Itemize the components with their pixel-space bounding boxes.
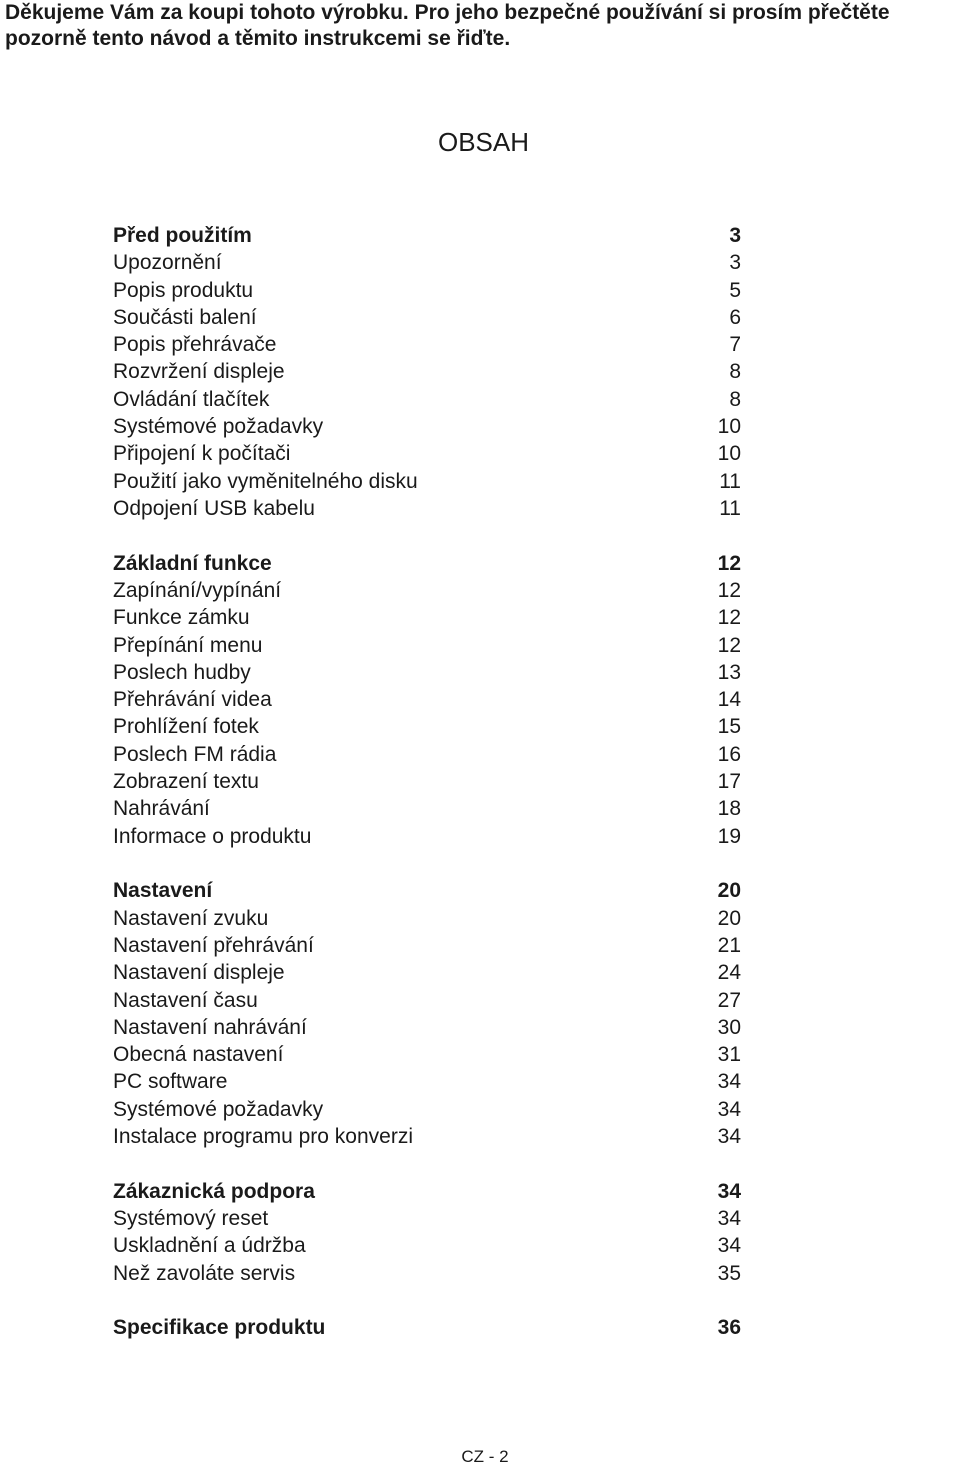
toc-entry-label: Systémový reset bbox=[113, 1206, 269, 1230]
toc-entry-label: Nastavení přehrávání bbox=[113, 933, 314, 957]
toc-entry-page: 12 bbox=[717, 551, 741, 575]
toc-entry-label: Systémové požadavky bbox=[113, 1097, 324, 1121]
toc-entry bbox=[113, 413, 741, 440]
toc-entry-page: 15 bbox=[717, 715, 741, 739]
toc-entry-page: 6 bbox=[729, 305, 741, 329]
toc-entry bbox=[113, 604, 741, 631]
page-number: CZ - 2 bbox=[461, 1447, 509, 1466]
toc-entry-label: Před použitím bbox=[113, 224, 252, 247]
toc-entry-page: 16 bbox=[717, 742, 741, 766]
toc-entry-label: Zákaznická podpora bbox=[113, 1179, 315, 1203]
toc-entry bbox=[113, 1096, 741, 1123]
toc-entry-label: Nastavení času bbox=[113, 988, 258, 1012]
toc-section-heading bbox=[113, 222, 741, 249]
toc-title: OBSAH bbox=[437, 127, 530, 157]
intro-paragraph bbox=[5, 0, 955, 52]
toc-section bbox=[113, 877, 741, 1150]
intro-line-1: Děkujeme Vám za koupi tohoto výrobku. Pro jeho bezpečné používání si prosím přečtěte bbox=[5, 1, 890, 24]
toc-entry-page: 34 bbox=[717, 1124, 741, 1148]
toc-entry bbox=[113, 905, 741, 932]
toc-entry-page: 10 bbox=[717, 442, 741, 466]
toc-entry-page: 30 bbox=[717, 1015, 741, 1039]
toc-entry-page: 18 bbox=[717, 797, 741, 821]
toc-entry-label: Uskladnění a údržba bbox=[113, 1234, 306, 1258]
toc-section bbox=[113, 550, 741, 850]
toc-entry-label: Popis přehrávače bbox=[113, 333, 277, 357]
toc-entry-page: 7 bbox=[729, 333, 741, 357]
toc-entry-page: 34 bbox=[717, 1070, 741, 1094]
toc-entry-page: 34 bbox=[717, 1097, 741, 1121]
toc-entry-page: 5 bbox=[729, 278, 741, 302]
toc-entry-page: 19 bbox=[717, 824, 741, 848]
toc-entry-label: Nastavení zvuku bbox=[113, 906, 269, 930]
toc-entry bbox=[113, 768, 741, 795]
toc-entry-label: Popis produktu bbox=[113, 278, 254, 302]
toc-entry bbox=[113, 1014, 741, 1041]
toc-entry-label: Zapínání/vypínání bbox=[113, 578, 282, 602]
toc-section-heading bbox=[113, 877, 741, 904]
toc-entry-label: Poslech FM rádia bbox=[113, 742, 277, 766]
toc-entry-label: PC software bbox=[113, 1070, 228, 1094]
toc-section bbox=[113, 1314, 741, 1341]
toc-entry-page: 21 bbox=[717, 933, 741, 957]
toc-entry-label: Informace o produktu bbox=[113, 824, 312, 848]
toc-entry-label: Upozornění bbox=[113, 251, 222, 275]
toc-entry bbox=[113, 1068, 741, 1095]
toc-entry-label: Rozvržení displeje bbox=[113, 360, 285, 384]
toc-entry-page: 34 bbox=[717, 1234, 741, 1258]
toc-entry-page: 11 bbox=[719, 496, 741, 520]
toc-section-heading bbox=[113, 1314, 741, 1341]
toc-entry-page: 12 bbox=[717, 578, 741, 602]
toc-entry-label: Systémové požadavky bbox=[113, 415, 324, 439]
toc-entry-page: 36 bbox=[717, 1316, 741, 1340]
toc-entry-label: Připojení k počítači bbox=[113, 442, 291, 466]
toc-entry bbox=[113, 987, 741, 1014]
toc-entry bbox=[113, 1205, 741, 1232]
toc-entry-page: 24 bbox=[717, 961, 741, 985]
toc-entry-page: 20 bbox=[717, 879, 741, 903]
toc-entry-label: Ovládání tlačítek bbox=[113, 387, 270, 411]
toc-entry-page: 35 bbox=[717, 1261, 741, 1285]
toc-entry bbox=[113, 795, 741, 822]
toc-entry bbox=[113, 304, 741, 331]
toc-entry-page: 17 bbox=[717, 770, 741, 794]
toc-entry-label: Specifikace produktu bbox=[113, 1316, 326, 1340]
toc-entry-label: Součásti balení bbox=[113, 305, 257, 329]
toc-entry-label: Nastavení nahrávání bbox=[113, 1015, 307, 1039]
toc-entry bbox=[113, 331, 741, 358]
toc-entry-label: Odpojení USB kabelu bbox=[113, 496, 315, 520]
toc-entry-page: 3 bbox=[729, 251, 741, 275]
toc-entry-label: Základní funkce bbox=[113, 551, 272, 575]
toc-entry bbox=[113, 277, 741, 304]
toc-entry bbox=[113, 386, 741, 413]
toc-entry-label: Funkce zámku bbox=[113, 606, 250, 630]
toc-entry-page: 10 bbox=[717, 415, 741, 439]
table-of-contents bbox=[113, 222, 741, 1369]
toc-entry-page: 34 bbox=[717, 1206, 741, 1230]
toc-entry bbox=[113, 823, 741, 850]
toc-entry-label: Nastavení displeje bbox=[113, 961, 285, 985]
toc-entry bbox=[113, 1232, 741, 1259]
toc-section bbox=[113, 1178, 741, 1287]
toc-entry-page: 34 bbox=[717, 1179, 741, 1203]
toc-entry-label: Přehrávání videa bbox=[113, 688, 272, 712]
toc-entry bbox=[113, 741, 741, 768]
toc-entry-page: 13 bbox=[717, 660, 741, 684]
toc-entry-label: Nastavení bbox=[113, 879, 213, 903]
toc-entry-label: Poslech hudby bbox=[113, 660, 251, 684]
toc-entry-label: Nahrávání bbox=[113, 797, 210, 821]
toc-section bbox=[113, 222, 741, 522]
toc-entry bbox=[113, 577, 741, 604]
toc-entry bbox=[113, 1123, 741, 1150]
toc-entry-label: Instalace programu pro konverzi bbox=[113, 1124, 413, 1148]
toc-entry bbox=[113, 249, 741, 276]
toc-entry bbox=[113, 686, 741, 713]
toc-entry-page: 31 bbox=[717, 1043, 741, 1067]
toc-entry bbox=[113, 632, 741, 659]
toc-entry-page: 11 bbox=[719, 469, 741, 493]
toc-entry-label: Použití jako vyměnitelného disku bbox=[113, 469, 418, 493]
toc-entry-page: 27 bbox=[717, 988, 741, 1012]
toc-entry bbox=[113, 440, 741, 467]
toc-entry-label: Než zavoláte servis bbox=[113, 1261, 296, 1285]
toc-entry-page: 8 bbox=[729, 360, 741, 384]
toc-entry bbox=[113, 495, 741, 522]
intro-line-2: pozorně tento návod a těmito instrukcemi se řiďte. bbox=[5, 27, 511, 50]
toc-entry-page: 14 bbox=[717, 688, 741, 712]
toc-entry-page: 8 bbox=[729, 387, 741, 411]
toc-section-heading bbox=[113, 550, 741, 577]
toc-entry bbox=[113, 659, 741, 686]
toc-entry bbox=[113, 713, 741, 740]
toc-entry-page: 12 bbox=[717, 633, 741, 657]
toc-entry bbox=[113, 1041, 741, 1068]
toc-entry bbox=[113, 1260, 741, 1287]
toc-entry-label: Obecná nastavení bbox=[113, 1043, 284, 1067]
toc-entry-page: 3 bbox=[729, 224, 741, 247]
toc-entry-label: Přepínání menu bbox=[113, 633, 263, 657]
toc-section-heading bbox=[113, 1178, 741, 1205]
toc-entry bbox=[113, 932, 741, 959]
toc-entry bbox=[113, 468, 741, 495]
toc-entry-page: 12 bbox=[717, 606, 741, 630]
toc-entry-label: Zobrazení textu bbox=[113, 770, 259, 794]
toc-entry-page: 20 bbox=[717, 906, 741, 930]
toc-entry bbox=[113, 358, 741, 385]
toc-entry-label: Prohlížení fotek bbox=[113, 715, 259, 739]
toc-entry bbox=[113, 959, 741, 986]
